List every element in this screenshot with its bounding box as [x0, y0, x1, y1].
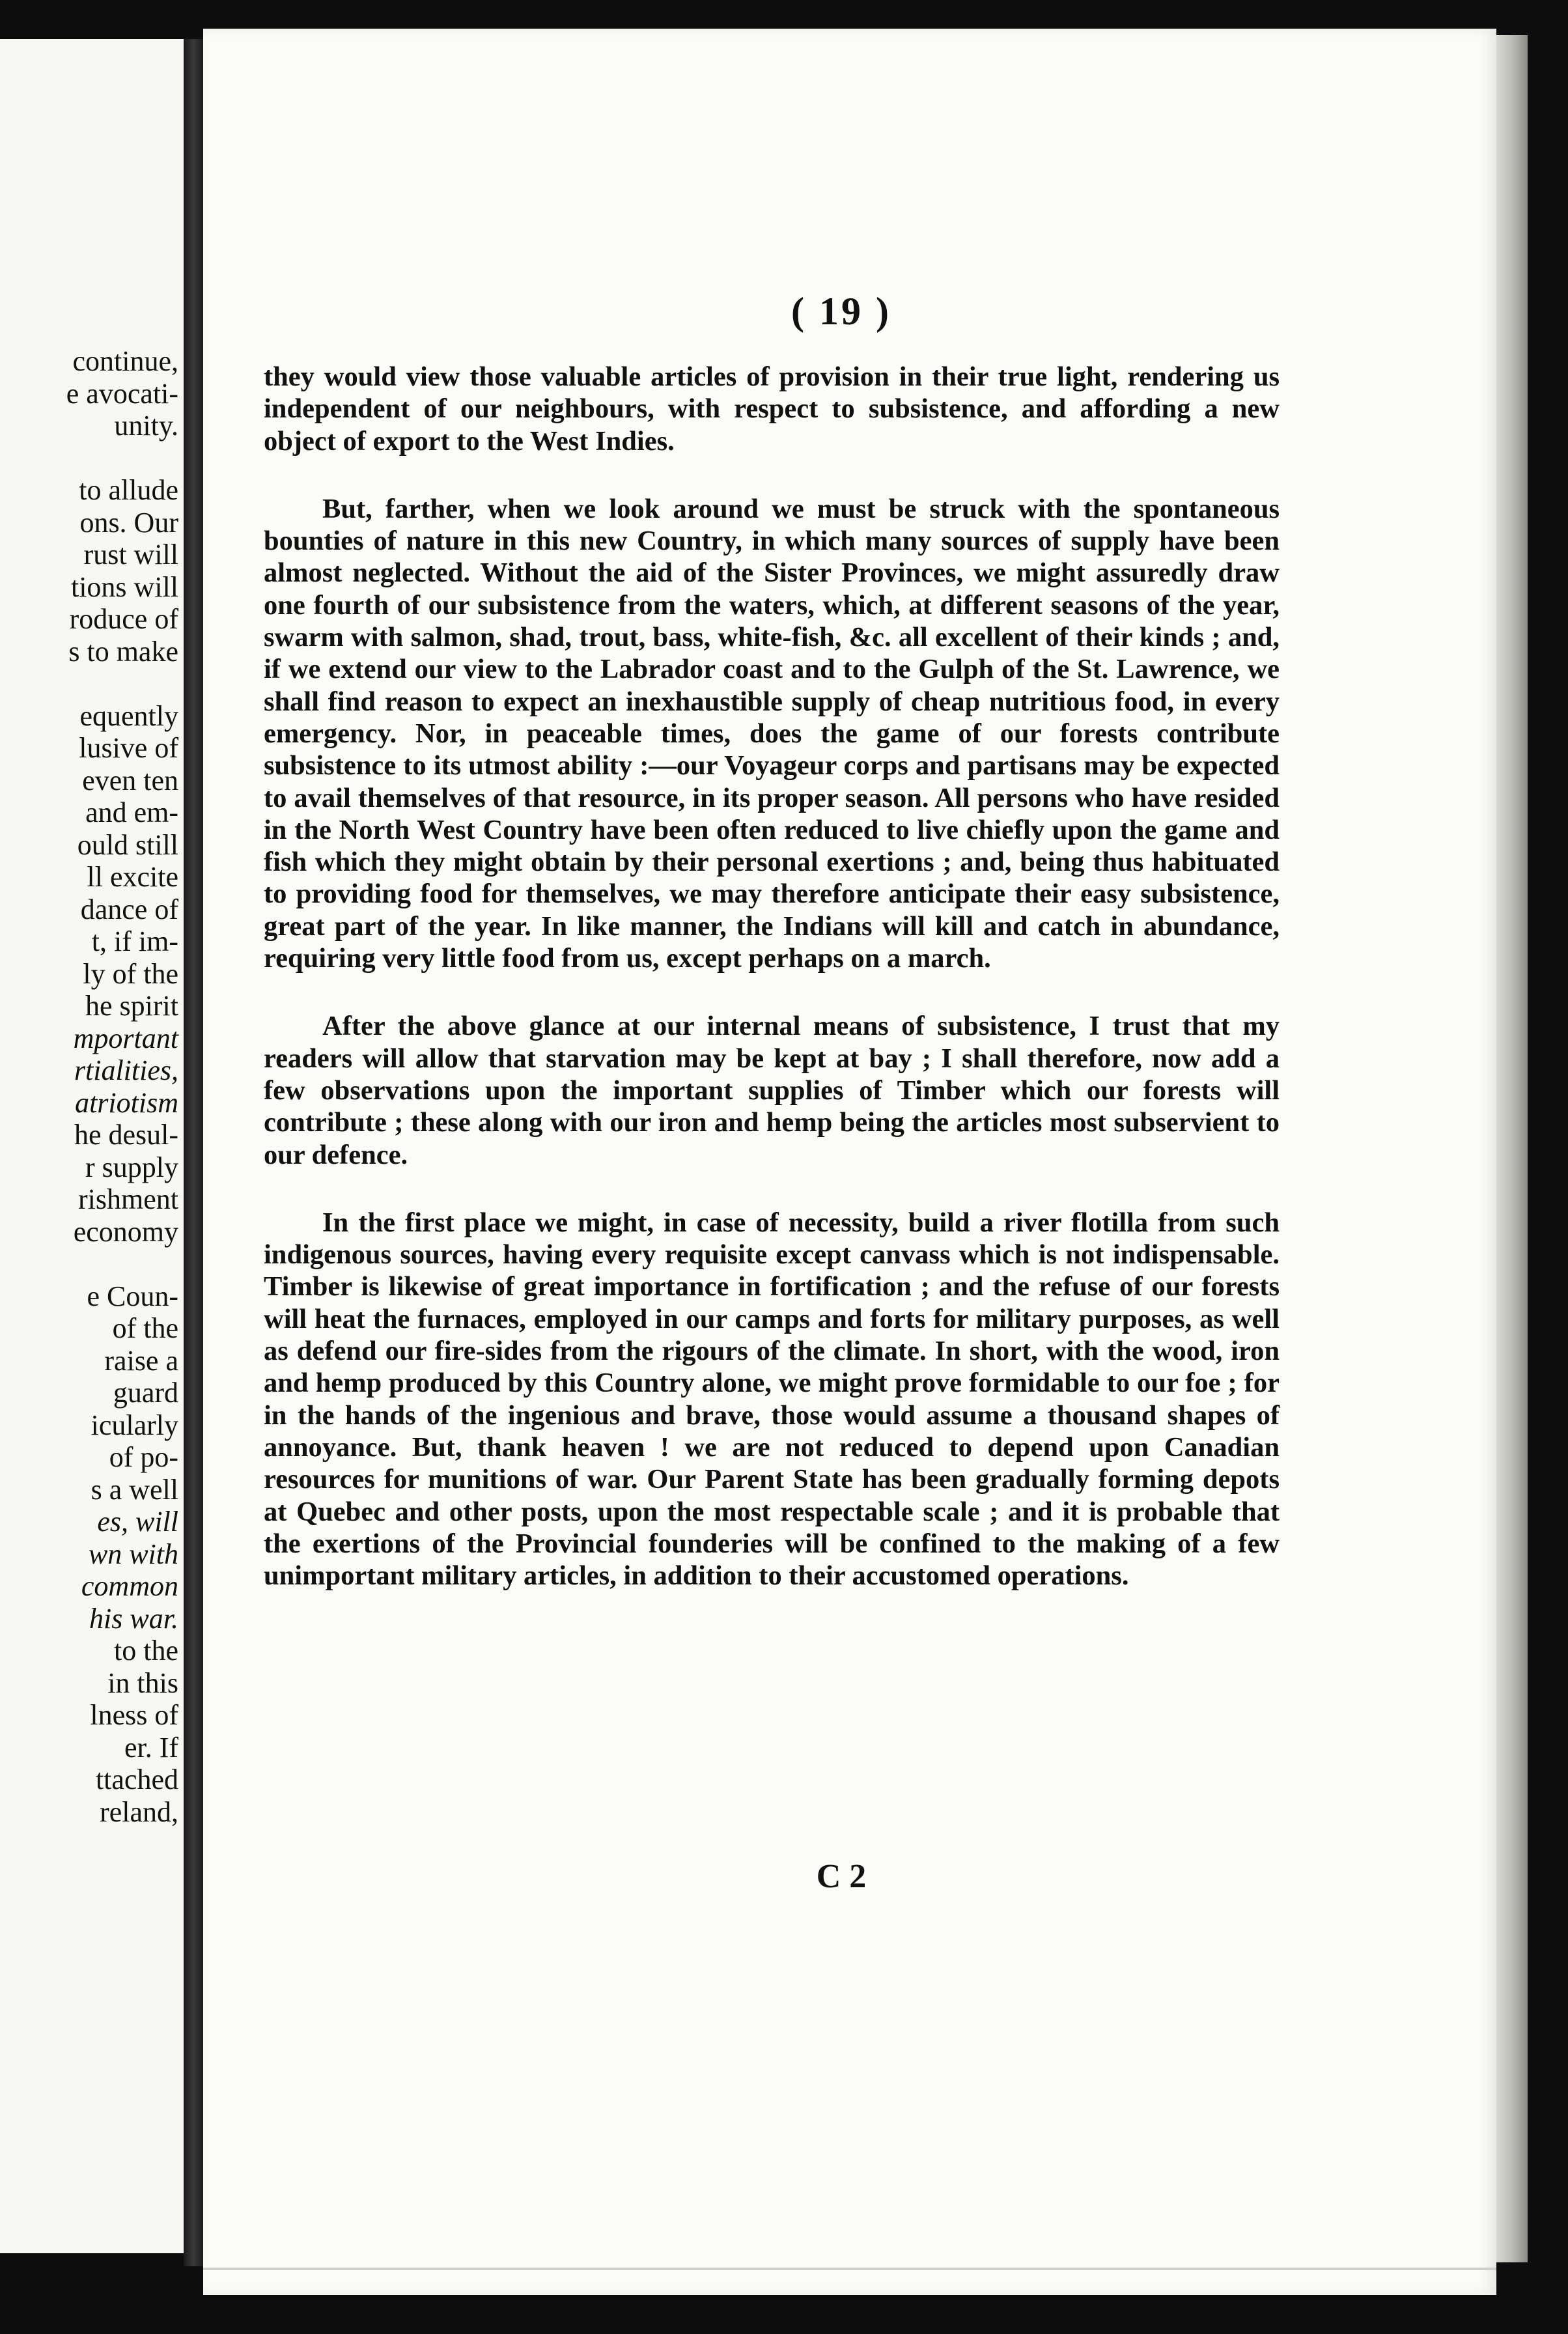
facing-page-line: of the [112, 1312, 178, 1344]
facing-page-line: he desul- [74, 1119, 178, 1151]
facing-page-line [66, 668, 178, 700]
facing-page-line: rust will [83, 539, 178, 570]
facing-page-line: s a well [91, 1473, 178, 1506]
facing-page-line: e Coun- [87, 1280, 178, 1312]
book-gutter [184, 39, 203, 2266]
signature-mark: C 2 [816, 1858, 867, 1895]
facing-page-line: ould still [77, 828, 178, 861]
facing-page-text [66, 345, 178, 1828]
main-page [203, 29, 1496, 2295]
facing-page-line: roduce of [69, 603, 178, 635]
facing-page-line: r supply [85, 1151, 178, 1183]
facing-page-line: rishment [78, 1183, 178, 1215]
facing-page-line: reland, [100, 1795, 178, 1828]
paragraph-4: In the first place we might, in case of necessity, build a river flotilla from such indigenous sources, having every requisite except canvass which is not indispensable. Timber is likewise of great importance in fortification ; and the refuse of our forests will heat the furnaces, employed in our camps and forts for military purposes, as well as defend our fire-sides from the rigours of the climate. In short, with the wood, iron and hemp produced by this Country alone, we might prove formidable to our foe ; for in the hands of the ingenious and brave, those would assume a thousand shapes of annoyance. But, thank heaven ! we are not reduced to depend upon Canadian resources for munitions of war. Our Parent State has been gradually forming depots at Quebec and other posts, upon the most respectable scale ; and it is probable that the exertions of the Provincial founderies will be confined to the making of a few unimportant military articles, in addition to their accustomed operations. [264, 1207, 1280, 1592]
facing-page-line: atriotism [75, 1086, 178, 1119]
facing-page-line: ons. Our [79, 506, 178, 539]
facing-page-line: dance of [80, 893, 178, 925]
page-number: ( 19 ) [791, 290, 891, 333]
paragraph-2: But, farther, when we look around we must be struck with the spontaneous bounties of nature in this new Country, in which many sources of supply have been almost neglected. Without the aid of the Sister Provinces, we might assuredly draw one fourth of our subsistence from the waters, which, at different seasons of the year, swarm with salmon, shad, trout, bass, white-fish, &c. all excellent of their kinds ; and, if we extend our view to the Labrador coast and to the Gulph of the St. Lawrence, we shall find reason to expect an inexhaustible supply of cheap nutritious food, in every emergency. Nor, in peaceable times, does the game of our forests contribute subsistence to its utmost ability :—our Voyageur corps and partisans may be expected to avail themselves of that resource, in its proper season. All persons who have resided in the North West Country have been often reduced to live chiefly upon the game and fish which they might obtain by their personal exertions ; and, being thus habituated to providing food for themselves, we may therefore anticipate their easy subsistence, great part of the year. In like manner, the Indians will kill and catch in abundance, requiring very little food from us, except perhaps on a march. [264, 493, 1280, 974]
facing-page-line: of po- [109, 1441, 178, 1473]
facing-page-line: ttached [95, 1764, 178, 1795]
facing-page-line: lusive of [79, 732, 178, 764]
facing-page-line: icularly [91, 1409, 178, 1441]
body-text [264, 361, 1280, 1627]
facing-page-line: equently [79, 699, 178, 732]
facing-page-line: even ten [82, 764, 178, 796]
facing-page-line: unity. [114, 410, 178, 442]
facing-page-line: es, will [97, 1506, 178, 1538]
facing-page-line: t, if im- [91, 925, 178, 957]
facing-page-line: guard [113, 1377, 178, 1409]
facing-page-line: rtialities, [74, 1054, 178, 1086]
facing-page-line: to allude [79, 474, 178, 506]
facing-page-line: and em- [85, 796, 178, 828]
page-edge [1496, 35, 1528, 2262]
facing-page-line: e avocati- [66, 377, 178, 410]
facing-page-line: to the [114, 1635, 178, 1666]
facing-page-line: ly of the [83, 957, 178, 990]
facing-page-line: er. If [124, 1731, 178, 1764]
facing-page-line: wn with [88, 1538, 178, 1570]
facing-page-line: s to make [68, 635, 178, 668]
facing-page-line: lness of [90, 1699, 178, 1731]
facing-page-line: mportant [73, 1022, 178, 1054]
facing-page-line: common [81, 1570, 178, 1602]
facing-page-line: tions will [70, 570, 178, 603]
facing-page-line: in this [107, 1666, 178, 1699]
facing-page-line: ll excite [87, 861, 178, 893]
facing-page-line [66, 1248, 178, 1280]
facing-page-line: his war. [89, 1602, 178, 1635]
facing-page [0, 39, 184, 2253]
paragraph-1: they would view those valuable articles of provision in their true light, rendering us independent of our neighbours, with respect to subsistence, and affording a new object of export to the West Indies. [264, 361, 1280, 457]
facing-page-line [66, 442, 178, 475]
paragraph-3: After the above glance at our internal means of subsistence, I trust that my readers will allow that starvation may be kept at bay ; I shall therefore, now add a few observations upon the important supplies of Timber which our forests will contribute ; these along with our iron and hemp being the articles most subservient to our defence. [264, 1011, 1280, 1170]
page-bottom-edge [203, 2268, 1496, 2270]
facing-page-line: continue, [72, 345, 178, 377]
facing-page-line: economy [73, 1215, 178, 1248]
facing-page-line: raise a [104, 1344, 178, 1377]
facing-page-line: he spirit [85, 990, 178, 1022]
